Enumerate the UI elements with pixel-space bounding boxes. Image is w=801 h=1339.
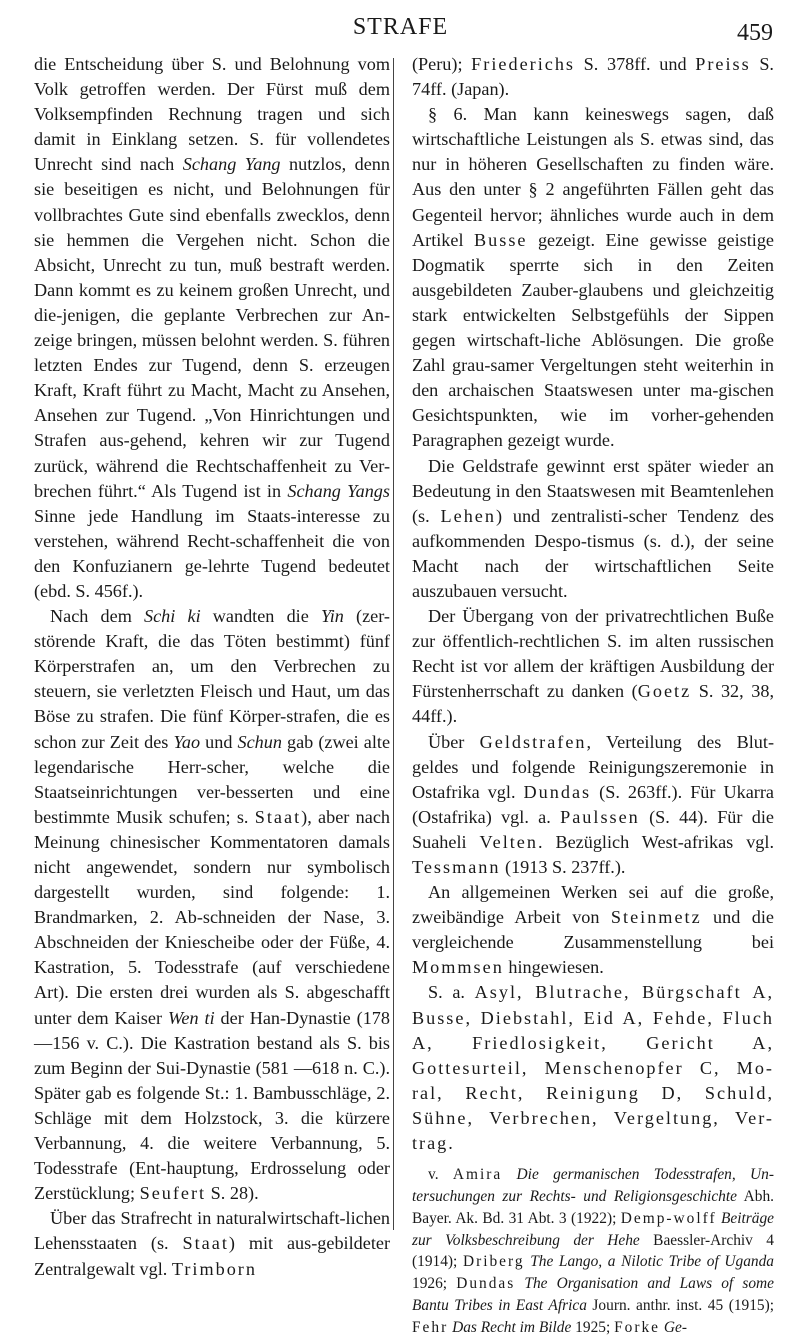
cross-references: Asyl, Blutrache, Bürgschaft A, Busse, Diebstahl, Eid A, Fehde, Fluch A, Friedlosigkeit, Gericht A, Gottesurteil, Menschenopfer C, Mo-ral, Recht, Reinigung D, Schuld, Sühne, Verbrechen, Vergeltung, Ver-trag [412, 982, 775, 1154]
paragraph: Die Geldstrafe gewinnt erst später wieder an Bedeutung in den Staatswesen mit Beamtenlehen (s. Lehen) und zentralisti-scher Tendenz des aufkommenden Despo-tismus (s. d.), der seine Macht nach der wirtschaftlichen Seite auszubauen versucht. [412, 455, 775, 601]
paragraph: die Entscheidung über S. und Belohnung vom Volk getroffen werden. Der Fürst muß dem Volksempfinden Rechnung tragen und sich damit in Einklang setzen. S. für vollendetes Unrecht sind nach Schang Yang nutzlos, denn sie beseitigen es nicht, und Belohnungen für vollbrachtes Gute sind ebenfalls zwecklos, denn sie hemmen die Vergehen nicht. Schon die Absicht, Unrecht zu tun, muß bestraft werden. Dann kommt es zu keinem großen Unrecht, und die-jenigen, die geplante Verbrechen zur An-zeige bringen, müssen belohnt werden. S. führen letzten Endes zur Tugend, denn S. erzeugen Kraft, Kraft führt zu Macht, Macht zu Ansehen, Ansehen zur Tugend. „Von Hinrichtungen und Strafen aus-gehend, kehren wir zur Tugend zurück, während die Rechtschaffenheit zu Ver-brechen führt.“ Als Tugend ist in Schang Yangs Sinne jede Handlung im Staats-interesse zu verstehen, während Recht-schaffenheit die von den Konfuzianern ge-lehrte Tugend bedeutet (ebd. S. 456f.). [34, 54, 390, 601]
reference-list: v. Amira Die germanischen Todesstrafen, Un-tersuchungen zur Rechts- und Religionsgeschichte Abh. Bayer. Ak. Bd. 31 Abt. 3 (1922); Demp-wolff Beiträge zur Volksbeschreibung der Hehe Baessler-Archiv 4 (1914); Driberg The Lango, a Nilotic Tribe of Uganda 1926; Dundas The Organisation and Laws of some Bantu Tribes in East Africa Journ. anthr. inst. 45 (1915); Fehr Das Recht im Bilde 1925; Forke Ge- [412, 1166, 775, 1336]
paragraph: (Peru); Friederichs S. 378ff. und Preiss S. 74ff. (Japan). [412, 54, 774, 100]
running-head [0, 14, 801, 44]
see-also: S. a. Asyl, Blutrache, Bürgschaft A, Busse, Diebstahl, Eid A, Fehde, Fluch A, Friedlosigkeit, Gericht A, Gottesurteil, Menschenopfer C, Mo-ral, Recht, Reinigung D, Schuld, Sühne, Verbrechen, Vergeltung, Ver-trag. [412, 982, 775, 1154]
paragraph: Über Geldstrafen, Verteilung des Blut-geldes und folgende Reinigungszeremonie in Ostafrika vgl. Dundas (S. 263ff.). Für Ukarra (Ostafrika) vgl. a. Paulssen (S. 44). Für die Suaheli Velten. Bezüglich West-afrikas vgl. Tessmann (1913 S. 237ff.). [412, 731, 774, 877]
page-title: STRAFE [352, 14, 449, 40]
paragraph: Über das Strafrecht in naturalwirtschaft-lichen Lehensstaaten (s. Staat) mit aus-gebildeter Zentralgewalt vgl. Trimborn [34, 1208, 390, 1279]
paragraph: Der Übergang von der privatrechtlichen Buße zur öffentlich-rechtlichen S. im alten russischen Recht ist vor allem der kräftigen Ausbildung der Fürstenherrschaft zu danken (Goetz S. 32, 38, 44ff.). [412, 606, 774, 727]
name: Schang Yang [182, 154, 281, 175]
left-column [34, 52, 390, 1282]
paragraph: An allgemeinen Werken sei auf die große, zweibändige Arbeit von Steinmetz und die vergleichende Zusammenstellung bei Mommsen hingewiesen. [412, 882, 774, 978]
page-number: 459 [737, 20, 773, 46]
right-column [412, 52, 774, 1339]
paragraph: Nach dem Schi ki wandten die Yin (zer-störende Kraft, die das Töten bestimmt) fünf Körperstrafen an, um den Verbrechen zu steuern, sie verletzten Fleisch und Haut, um das Böse zu strafen. Die fünf Körper-strafen, die es schon zur Zeit des Yao und Schun gab (zwei alte legendarische Herr-scher, welche die Staatseinrichtungen ver-besserten und eine bestimmte Musik schufen; s. Staat), aber nach Meinung chinesischer Kommentatoren damals nicht angewendet, sondern nur symbolisch dargestellt wurden, sind folgende: 1. Brandmarken, 2. Ab-schneiden der Nase, 3. Abschneiden der Kniescheibe oder der Füße, 4. Kastration, 5. Todesstrafe (auf verschiedene Art). Die ersten drei wurden als S. abgeschafft unter dem Kaiser Wen ti der Han-Dynastie (178 —156 v. C.). Die Kastration bestand als S. bis zum Beginn der Sui-Dynastie (581 —618 n. C.). Später gab es folgende St.: 1. Bambusschläge, 2. Schläge mit dem Holzstock, 3. die kürzere Verbannung, 4. die weitere Verbannung, 5. Todesstrafe (Ent-hauptung, Erdrosselung oder Zerstücklung; Seufert S. 28). [34, 606, 391, 1204]
paragraph: § 6. Man kann keineswegs sagen, daß wirtschaftliche Leistungen als S. etwas sind, das nur in höheren Gesellschaften zu finden wäre. Aus den unter § 2 angeführten Fällen geht das Gegenteil hervor; ähnliches wurde auch in dem Artikel Busse gezeigt. Eine gewisse geistige Dogmatik sperrte sich in den Zeiten ausgebildeten Zauber-glaubens und gleichzeitig stark entwickelten Selbstgefühls der Sippen gegen wirtschaft-liche Ablösungen. Die große Zahl grau-samer Vergeltungen steht weiterhin in den archaischen Staatswesen unter ma-gischen Gesichtspunkten, wie im vorher-gehenden Paragraphen gezeigt wurde. [412, 104, 774, 451]
bibliography [412, 1164, 774, 1338]
name: Schang Yangs [287, 480, 390, 501]
column-divider [393, 58, 394, 1230]
